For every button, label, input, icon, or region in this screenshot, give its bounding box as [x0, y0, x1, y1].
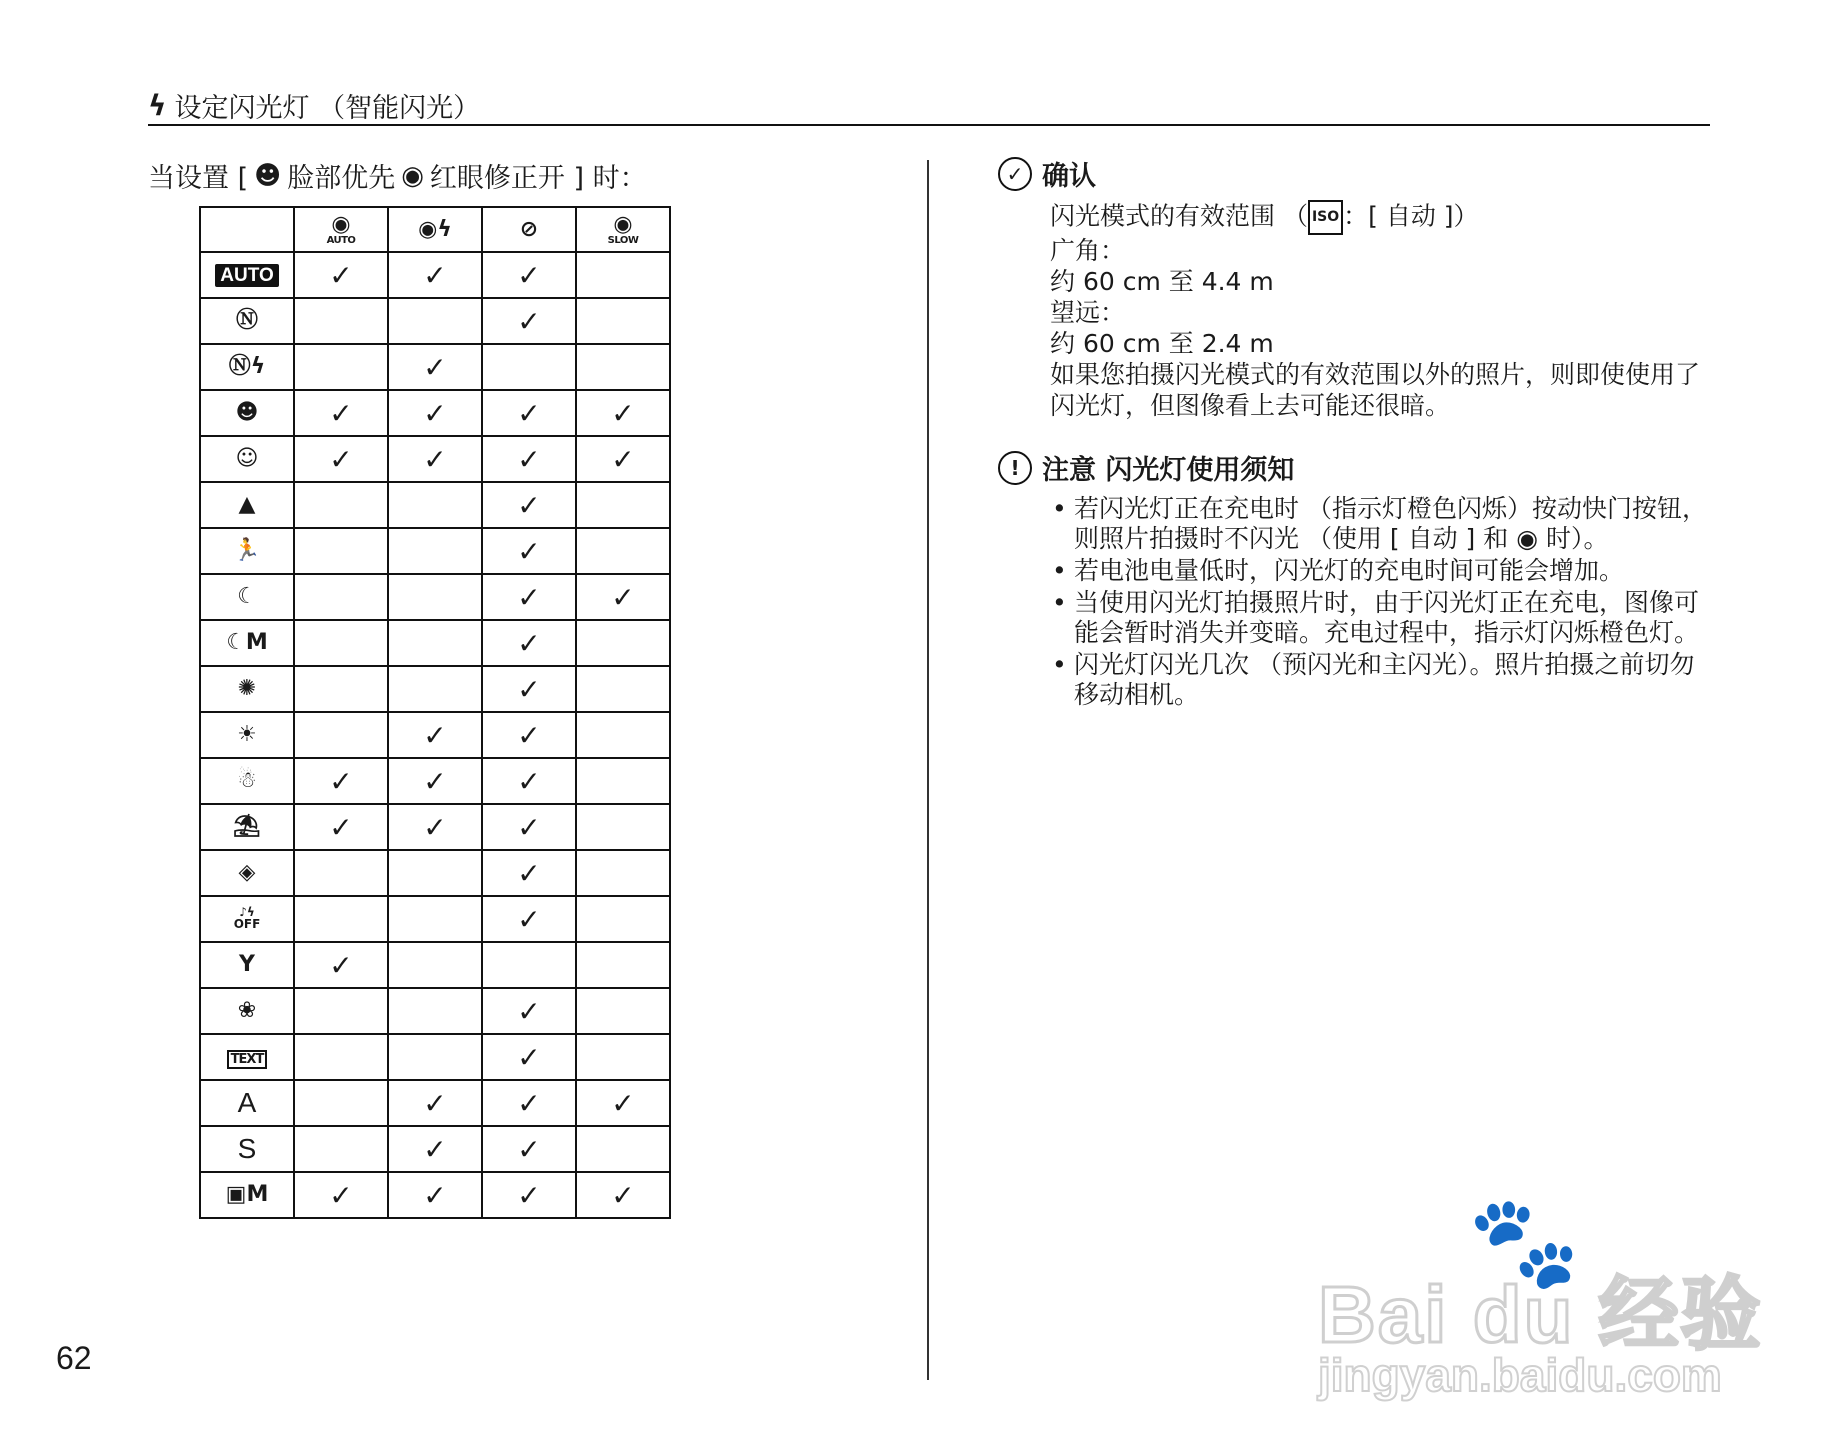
- watermark-main: Bai du 经验: [1318, 1270, 1763, 1359]
- mode-cell: [200, 390, 294, 436]
- table-row: [200, 390, 670, 436]
- natural-light-icon: Ⓝ: [235, 308, 258, 333]
- table-row: [200, 436, 670, 482]
- check-cell: [576, 390, 670, 436]
- table-row: [200, 804, 670, 850]
- checkmark-icon: ✓: [517, 304, 541, 338]
- table-row: [200, 482, 670, 528]
- mode-cell: [200, 988, 294, 1034]
- check-cell: [388, 620, 482, 666]
- checkmark-icon: ✓: [423, 350, 447, 384]
- check-cell: [294, 896, 388, 942]
- page-header: [148, 86, 480, 125]
- table-body: [200, 252, 670, 1218]
- checkmark-icon: ✓: [517, 1178, 541, 1212]
- check-cell: [482, 436, 576, 482]
- wide-value: 约 60 cm 至 4.4 m: [1050, 267, 1274, 296]
- checkmark-icon: ✓: [517, 1086, 541, 1120]
- confirm-heading: [998, 154, 1096, 193]
- checkmark-icon: ✓: [517, 626, 541, 660]
- checkmark-icon: ✓: [423, 1132, 447, 1166]
- slow-sync-redeye-icon: ◉: [613, 211, 633, 237]
- checkmark-icon: ✓: [329, 764, 353, 798]
- check-cell: [482, 942, 576, 988]
- check-cell: [294, 482, 388, 528]
- mode-cell: [200, 1172, 294, 1218]
- table-row: [200, 758, 670, 804]
- table-row: [200, 712, 670, 758]
- check-cell: [294, 620, 388, 666]
- check-cell: [482, 298, 576, 344]
- check-cell: [576, 942, 670, 988]
- column-header: [482, 207, 576, 252]
- check-cell: [576, 1126, 670, 1172]
- checkmark-icon: ✓: [611, 1178, 635, 1212]
- beach-icon: ⛱: [233, 814, 261, 839]
- check-cell: [576, 620, 670, 666]
- mode-cell: [200, 574, 294, 620]
- check-cell: [388, 1172, 482, 1218]
- check-cell: [388, 1034, 482, 1080]
- checkmark-icon: ✓: [423, 810, 447, 844]
- check-cell: [576, 298, 670, 344]
- check-cell: [294, 1172, 388, 1218]
- mode-cell: [200, 850, 294, 896]
- check-cell: [576, 988, 670, 1034]
- check-cell: [294, 758, 388, 804]
- checkmark-icon: ✓: [329, 442, 353, 476]
- check-cell: [388, 1126, 482, 1172]
- paw-logo-icon: 🐾: [1468, 1193, 1581, 1293]
- check-cell: [576, 666, 670, 712]
- check-cell: [388, 298, 482, 344]
- flash-bolt-icon: ϟ: [148, 89, 167, 122]
- check-cell: [482, 482, 576, 528]
- check-cell: [388, 482, 482, 528]
- checkmark-icon: ✓: [517, 902, 541, 936]
- underwater-icon: ◈: [238, 860, 256, 885]
- checkmark-icon: ✓: [517, 258, 541, 292]
- checkmark-icon: ✓: [517, 580, 541, 614]
- mode-cell: [200, 298, 294, 344]
- check-cell: [576, 1034, 670, 1080]
- check-cell: [576, 758, 670, 804]
- caution-heading: [998, 448, 1294, 487]
- table-row: [200, 344, 670, 390]
- check-cell: [576, 482, 670, 528]
- intro-face-label: 脸部优先: [287, 163, 396, 194]
- table-row: [200, 1126, 670, 1172]
- check-cell: [482, 758, 576, 804]
- checkmark-icon: ✓: [517, 488, 541, 522]
- checkmark-icon: ✓: [423, 396, 447, 430]
- caution-icon: !: [998, 451, 1032, 485]
- mode-cell: [200, 712, 294, 758]
- header-rule: [148, 124, 1710, 126]
- intro-prefix: 当设置 [: [148, 163, 249, 194]
- check-cell: [388, 896, 482, 942]
- checkmark-icon: ✓: [329, 810, 353, 844]
- intro-suffix: 红眼修正开 ] 时：: [429, 163, 647, 194]
- check-cell: [576, 1080, 670, 1126]
- checkmark-icon: ✓: [423, 1178, 447, 1212]
- check-cell: [482, 528, 576, 574]
- check-cell: [294, 804, 388, 850]
- table-row: [200, 1080, 670, 1126]
- check-cell: [576, 574, 670, 620]
- table-row: [200, 298, 670, 344]
- list-item: • 若电池电量低时，闪光灯的充电时间可能会增加。: [1050, 556, 1710, 586]
- check-cell: [388, 942, 482, 988]
- iso-icon: ISO: [1308, 200, 1343, 235]
- museum-icon: ♪ϟ OFF: [233, 904, 261, 932]
- table-row: [200, 666, 670, 712]
- sunset-icon: ☀: [237, 722, 257, 747]
- baby-mode-icon: ☺: [235, 446, 259, 471]
- face-detection-icon: ☻: [254, 160, 282, 191]
- checkmark-icon: ✓: [611, 1086, 635, 1120]
- table-row: [200, 574, 670, 620]
- mode-cell: [200, 1034, 294, 1080]
- mode-cell: [200, 758, 294, 804]
- check-cell: [576, 712, 670, 758]
- check-cell: [482, 712, 576, 758]
- check-cell: [482, 574, 576, 620]
- check-cell: [482, 1080, 576, 1126]
- redeye-forced-flash-icon: ◉ϟ: [418, 216, 452, 242]
- check-cell: [576, 804, 670, 850]
- check-cell: [482, 804, 576, 850]
- table-row: [200, 620, 670, 666]
- flash-mode-table: [199, 206, 671, 1219]
- check-cell: [294, 1080, 388, 1126]
- text-mode-icon: TEXT: [227, 1050, 268, 1069]
- check-cell: [482, 620, 576, 666]
- checkmark-icon: ✓: [423, 764, 447, 798]
- table-intro: [148, 156, 647, 195]
- check-cell: [294, 850, 388, 896]
- checkmark-icon: ✓: [329, 1178, 353, 1212]
- column-header: ◉ AUTO: [294, 207, 388, 252]
- auto-mode-icon: AUTO: [215, 264, 278, 287]
- checkmark-icon: ✓: [423, 718, 447, 752]
- check-cell: [388, 712, 482, 758]
- checkmark-icon: ✓: [329, 396, 353, 430]
- check-cell: [388, 758, 482, 804]
- aperture-priority-icon: A: [237, 1087, 257, 1118]
- check-cell: [576, 344, 670, 390]
- checkmark-icon: ✓: [329, 948, 353, 982]
- check-cell: [388, 344, 482, 390]
- natural-light-flash-icon: Ⓝϟ: [228, 354, 266, 379]
- check-cell: [294, 942, 388, 988]
- check-cell: [576, 850, 670, 896]
- checkmark-icon: ✓: [423, 442, 447, 476]
- mode-cell: [200, 804, 294, 850]
- table-row: [200, 988, 670, 1034]
- checkmark-icon: ✓: [517, 534, 541, 568]
- table-header-row: [200, 207, 670, 252]
- checkmark-icon: ✓: [423, 258, 447, 292]
- red-eye-icon: ◉: [401, 160, 424, 191]
- checkmark-icon: ✓: [329, 258, 353, 292]
- manual-mode-icon: ▣M: [225, 1182, 269, 1207]
- check-cell: [388, 436, 482, 482]
- page-number: 62: [56, 1340, 92, 1376]
- check-cell: [294, 344, 388, 390]
- check-cell: [294, 712, 388, 758]
- check-cell: [388, 666, 482, 712]
- list-item: • 当使用闪光灯拍摄照片时，由于闪光灯正在充电，图像可能会暂时消失并变暗。充电过程中，指示灯闪烁橙色灯。: [1050, 588, 1710, 648]
- landscape-icon: ▲: [238, 492, 256, 517]
- checkmark-icon: ✓: [517, 994, 541, 1028]
- snow-icon: ☃: [237, 768, 257, 793]
- checkmark-icon: ✓: [517, 1040, 541, 1074]
- checkmark-icon: ✓: [517, 856, 541, 890]
- check-cell: [388, 574, 482, 620]
- check-cell: [294, 528, 388, 574]
- table-corner-cell: [200, 207, 294, 252]
- checkmark-icon: ✓: [517, 396, 541, 430]
- table-row: [200, 850, 670, 896]
- check-cell: [388, 988, 482, 1034]
- mode-cell: [200, 896, 294, 942]
- night-icon: ☾: [237, 584, 257, 609]
- checkmark-icon: ✓: [517, 442, 541, 476]
- check-cell: [294, 390, 388, 436]
- table-row: [200, 1172, 670, 1218]
- flash-auto-redeye-icon: ◉: [331, 211, 351, 237]
- checkmark-icon: ✓: [517, 672, 541, 706]
- check-cell: [482, 344, 576, 390]
- check-cell: [294, 666, 388, 712]
- check-cell: [388, 1080, 482, 1126]
- mode-cell: [200, 252, 294, 298]
- list-item: • 闪光灯闪光几次 （预闪光和主闪光）。照片拍摄之前切勿移动相机。: [1050, 650, 1710, 710]
- table-row: [200, 252, 670, 298]
- tele-value: 约 60 cm 至 2.4 m: [1050, 329, 1274, 358]
- check-cell: [294, 298, 388, 344]
- check-cell: [388, 850, 482, 896]
- check-cell: [294, 988, 388, 1034]
- mode-cell: [200, 344, 294, 390]
- mode-cell: [200, 666, 294, 712]
- night-tripod-icon: ☾M: [226, 630, 268, 655]
- mode-cell: [200, 436, 294, 482]
- confirm-title: 确认: [1042, 161, 1096, 192]
- check-cell: [576, 528, 670, 574]
- check-cell: [482, 252, 576, 298]
- mode-cell: [200, 528, 294, 574]
- table-row: [200, 1034, 670, 1080]
- check-cell: [482, 896, 576, 942]
- portrait-icon: ☻: [235, 400, 259, 425]
- party-icon: Y: [239, 952, 255, 977]
- confirm-body: [1050, 200, 1710, 421]
- check-cell: [294, 574, 388, 620]
- check-cell: [482, 1034, 576, 1080]
- check-cell: [294, 252, 388, 298]
- column-header: ◉ SLOW: [576, 207, 670, 252]
- fireworks-icon: ✺: [237, 676, 257, 701]
- checkmark-icon: ✓: [423, 1086, 447, 1120]
- table-row: [200, 942, 670, 988]
- mode-cell: [200, 620, 294, 666]
- check-cell: [388, 528, 482, 574]
- flash-off-icon: ⊘: [519, 216, 539, 242]
- flower-icon: ❀: [237, 998, 257, 1023]
- wide-label: 广角：: [1050, 236, 1126, 265]
- checkmark-icon: ✓: [517, 718, 541, 752]
- check-cell: [388, 390, 482, 436]
- shutter-priority-icon: S: [237, 1133, 257, 1164]
- range-note: 如果您拍摄闪光模式的有效范围以外的照片，则即使使用了闪光灯，但图像看上去可能还很暗。: [1050, 360, 1701, 420]
- mode-cell: [200, 482, 294, 528]
- check-cell: [294, 1034, 388, 1080]
- check-cell: [482, 1172, 576, 1218]
- mode-cell: [200, 942, 294, 988]
- flash-range-line: 闪光模式的有效范围 （ ISO ：[ 自动 ]）: [1050, 200, 1710, 235]
- checkmark-icon: ✓: [517, 1132, 541, 1166]
- mode-cell: [200, 1080, 294, 1126]
- checkmark-icon: ✓: [517, 810, 541, 844]
- check-cell: [482, 666, 576, 712]
- check-cell: [576, 896, 670, 942]
- watermark-url: jingyan.baidu.com: [1318, 1349, 1722, 1401]
- check-cell: [482, 390, 576, 436]
- mode-cell: [200, 1126, 294, 1172]
- check-cell: [388, 804, 482, 850]
- check-cell: [482, 850, 576, 896]
- check-cell: [294, 1126, 388, 1172]
- check-cell: [482, 988, 576, 1034]
- confirm-icon: ✓: [998, 157, 1032, 191]
- table-row: [200, 528, 670, 574]
- tele-label: 望远：: [1050, 298, 1126, 327]
- checkmark-icon: ✓: [611, 442, 635, 476]
- check-cell: [576, 252, 670, 298]
- table-row: [200, 896, 670, 942]
- caution-list: [1050, 494, 1710, 712]
- check-cell: [576, 436, 670, 482]
- column-divider: [927, 160, 929, 1380]
- checkmark-icon: ✓: [517, 764, 541, 798]
- list-item: • 若闪光灯正在充电时 （指示灯橙色闪烁）按动快门按钮，则照片拍摄时不闪光 （使用 [ 自动 ] 和 ◉ 时）。: [1050, 494, 1710, 554]
- check-cell: [388, 252, 482, 298]
- sport-icon: 🏃: [233, 538, 261, 563]
- header-title: 设定闪光灯 （智能闪光）: [174, 93, 481, 124]
- check-cell: [294, 436, 388, 482]
- checkmark-icon: ✓: [611, 396, 635, 430]
- caution-title: 注意 闪光灯使用须知: [1042, 455, 1295, 486]
- checkmark-icon: ✓: [611, 580, 635, 614]
- column-header: [388, 207, 482, 252]
- check-cell: [576, 1172, 670, 1218]
- check-cell: [482, 1126, 576, 1172]
